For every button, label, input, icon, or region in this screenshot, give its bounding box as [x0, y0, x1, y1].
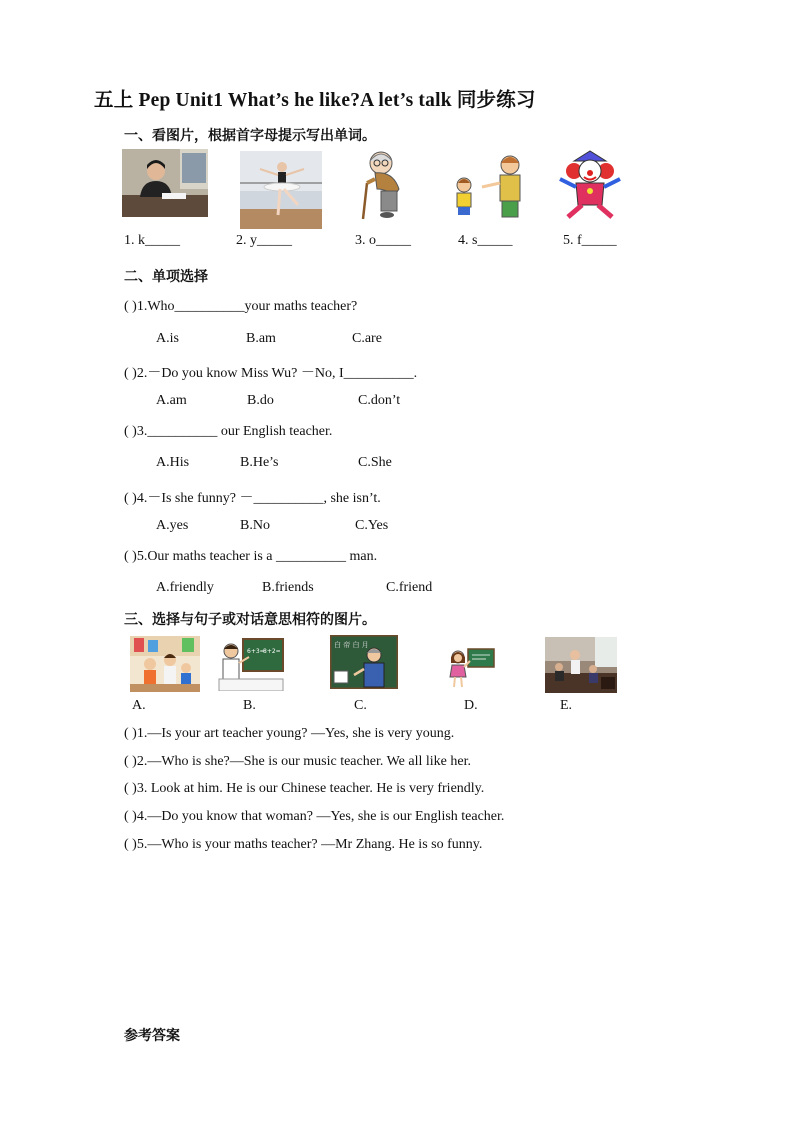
old-teacher-cartoon [330, 635, 398, 689]
question-5-option-a: A.friendly [156, 580, 214, 595]
question-2-option-a: A.am [156, 393, 187, 408]
question-5-option-b: B.friends [262, 580, 314, 595]
question-1-option-a: A.is [156, 331, 179, 346]
question-5-stem: ( )5.Our maths teacher is a __________ man. [124, 549, 378, 564]
page-title: 五上 Pep Unit1 What’s he like?A let’s talk 同步练习 [94, 90, 536, 111]
picture-label-b: B. [243, 698, 256, 713]
art-class-photo [130, 636, 200, 692]
section-1-heading: 一、看图片，根据首字母提示写出单词。 [124, 128, 376, 144]
answers-heading: 参考答案 [124, 1028, 180, 1044]
section-2-heading: 二、单项选择 [124, 269, 208, 285]
picture-label-a: A. [132, 698, 146, 713]
section-3-heading: 三、选择与句子或对话意思相符的图片。 [124, 612, 376, 628]
question-3-option-b: B.He’s [240, 455, 279, 470]
kind-teacher-photo [122, 149, 208, 217]
old-man-cartoon [355, 149, 419, 221]
question-3-option-a: A.His [156, 455, 190, 470]
question-1-option-b: B.am [246, 331, 276, 346]
word-blank-2: 2. y_____ [236, 233, 292, 248]
word-blank-5: 5. f_____ [563, 233, 617, 248]
question-4-option-b: B.No [240, 518, 270, 533]
girl-at-blackboard-cartoon [446, 647, 496, 689]
question-1-option-c: C.are [352, 331, 382, 346]
strict-adult-and-child-cartoon [452, 153, 530, 219]
word-blank-4: 4. s_____ [458, 233, 513, 248]
word-blank-3: 3. o_____ [355, 233, 411, 248]
picture-label-e: E. [560, 698, 573, 713]
picture-label-c: C. [354, 698, 367, 713]
svg-text:8+2=: 8+2= [263, 648, 281, 655]
question-3-stem: ( )3.__________ our English teacher. [124, 424, 333, 439]
question-2-stem: ( )2.－Do you know Miss Wu? －No, I__________. [124, 366, 418, 381]
matching-sentence-1: ( )1.—Is your art teacher young? —Yes, she is very young. [124, 726, 455, 741]
svg-text:6+3=: 6+3= [247, 648, 265, 655]
question-4-stem: ( )4.－Is she funny? －__________, she isn’t. [124, 491, 381, 506]
music-class-photo [545, 637, 617, 693]
question-2-option-c: C.don’t [358, 393, 401, 408]
question-2-option-b: B.do [247, 393, 274, 408]
young-ballet-dancer-photo [240, 151, 322, 229]
question-4-option-a: A.yes [156, 518, 189, 533]
funny-clown-cartoon [552, 149, 628, 221]
question-5-option-c: C.friend [386, 580, 433, 595]
question-1-stem: ( )1.Who__________your maths teacher? [124, 299, 358, 314]
matching-sentence-3: ( )3. Look at him. He is our Chinese teacher. He is very friendly. [124, 781, 485, 796]
svg-text:白 帝 白 月: 白 帝 白 月 [334, 641, 369, 649]
matching-sentence-5: ( )5.—Who is your maths teacher? —Mr Zhang. He is so funny. [124, 837, 483, 852]
picture-label-d: D. [464, 698, 478, 713]
question-3-option-c: C.She [358, 455, 392, 470]
word-blank-1: 1. k_____ [124, 233, 180, 248]
question-4-option-c: C.Yes [355, 518, 389, 533]
matching-sentence-2: ( )2.—Who is she?—She is our music teacher. We all like her. [124, 754, 471, 769]
matching-sentence-4: ( )4.—Do you know that woman? —Yes, she is our English teacher. [124, 809, 505, 824]
young-teacher-cartoon [217, 637, 285, 691]
